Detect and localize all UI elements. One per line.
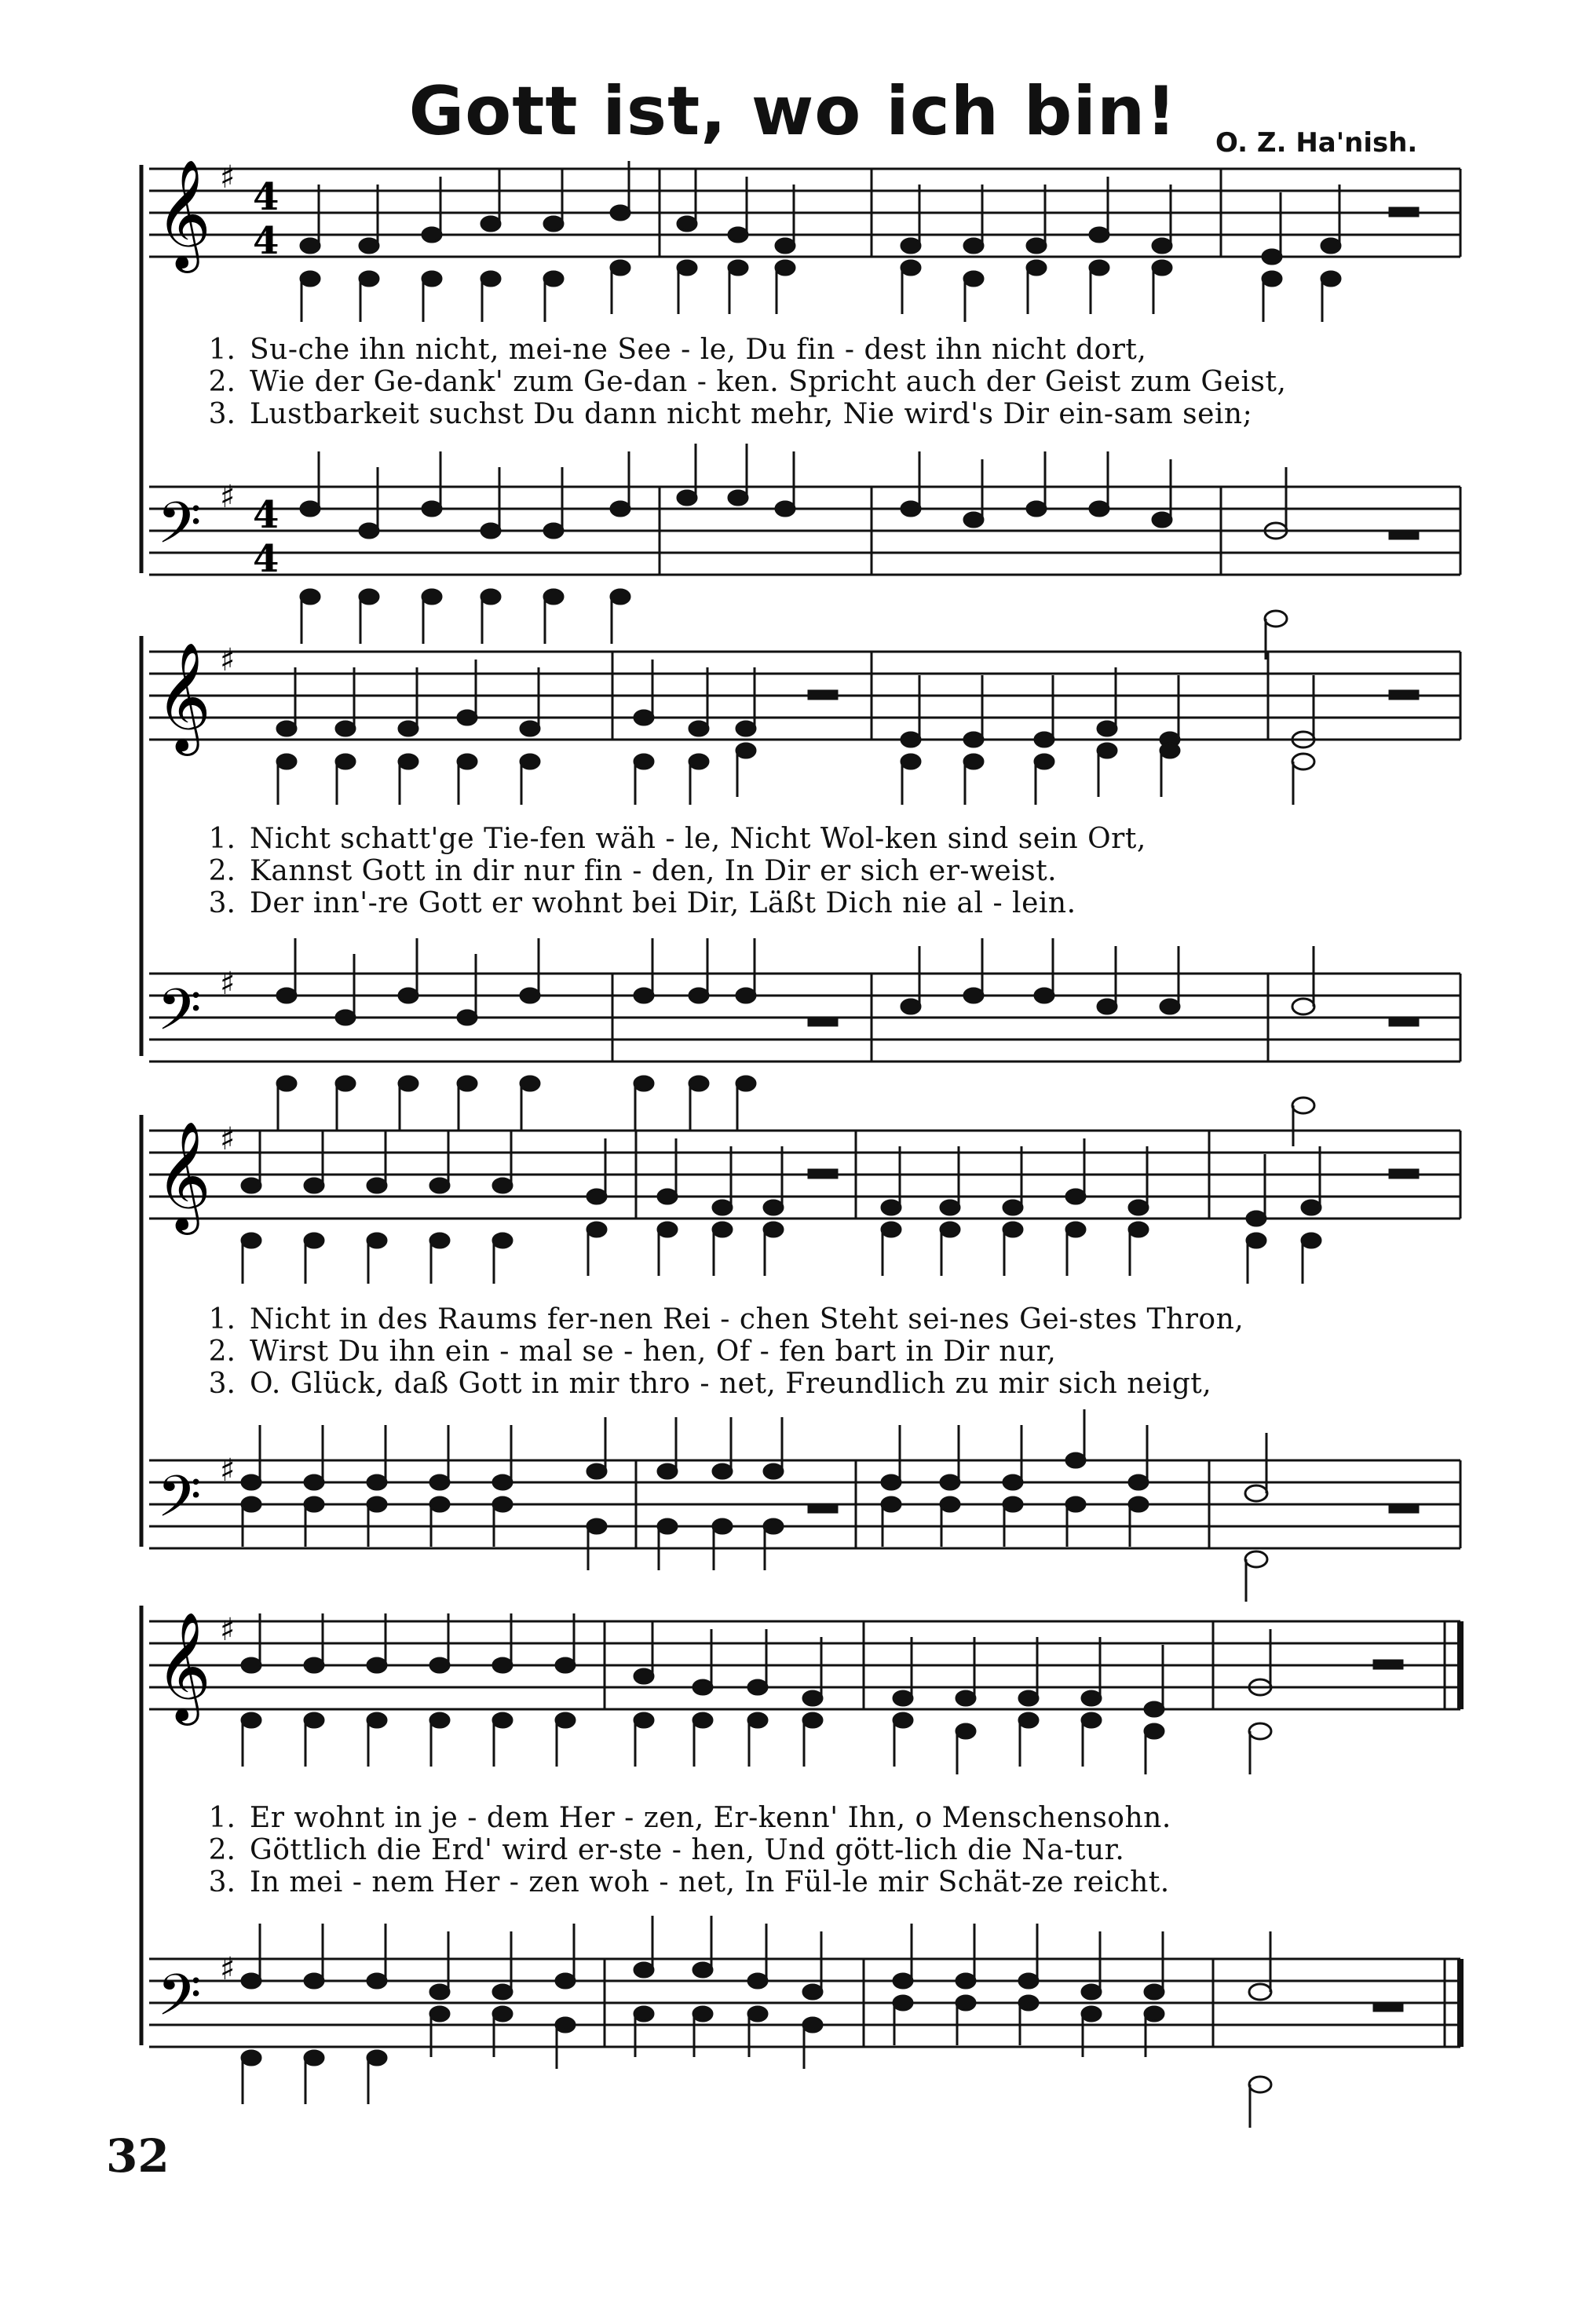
lyric-line: 2. Wie der Ge-dank' zum Ge-dan - ken. Spricht auch der Geist zum Geist, (208, 366, 1287, 398)
svg-text:𝄢: 𝄢 (157, 1961, 202, 2042)
svg-text:𝄞: 𝄞 (155, 1121, 211, 1230)
lyric-line: 2. Wirst Du ihn ein - mal se - hen, Of - fen bart in Dir nur, (208, 1336, 1057, 1368)
treble-staff (118, 636, 1468, 809)
lyric-line: 1. Er wohnt in je - dem Her - zen, Er-kenn' Ihn, o Menschensohn. (208, 1802, 1171, 1834)
lyrics-block (181, 1802, 1468, 1898)
svg-text:♯: ♯ (220, 1452, 236, 1489)
svg-text:♯: ♯ (220, 1121, 236, 1157)
bass-staff (118, 432, 1468, 667)
treble-staff (118, 153, 1468, 326)
svg-text:𝄢: 𝄢 (157, 489, 202, 570)
time-sig-bottom: 4 (253, 219, 280, 263)
lyric-line: 3. Der inn'-re Gott er wohnt bei Dir, Läßt Dich nie al - lein. (208, 887, 1076, 919)
svg-text:𝄢: 𝄢 (157, 976, 202, 1057)
lyric-line: 1. Nicht in des Raums fer-nen Rei - chen Steht sei-nes Gei-stes Thron, (208, 1303, 1244, 1336)
svg-text:♯: ♯ (220, 479, 236, 515)
svg-text:𝄢: 𝄢 (157, 1463, 202, 1544)
lyrics-block (181, 823, 1468, 919)
lyric-line: 2. Göttlich die Erd' wird er-ste - hen, Und gött-lich die Na-tur. (208, 1834, 1125, 1866)
lyric-line: 1. Su-che ihn nicht, mei-ne See - le, Du fin - dest ihn nicht dort, (208, 334, 1147, 366)
system-braces (118, 165, 149, 2175)
lyric-line: 2. Kannst Gott in dir nur fin - den, In Dir er sich er-weist. (208, 855, 1058, 887)
hymn-title: Gott ist, wo ich bin! (408, 72, 1178, 151)
treble-staff (118, 1115, 1468, 1288)
svg-text:♯: ♯ (220, 159, 236, 195)
svg-text:♯: ♯ (220, 642, 236, 678)
lyric-line: 3. O. Glück, daß Gott in mir thro - net, Freundlich zu mir sich neigt, (208, 1368, 1212, 1400)
svg-text:𝄞: 𝄞 (155, 642, 211, 751)
lyrics-block (181, 1303, 1468, 1400)
lyric-line: 3. In mei - nem Her - zen woh - net, In Fül-le mir Schät-ze reicht. (208, 1866, 1170, 1898)
bass-staff (118, 1904, 1468, 2139)
svg-text:𝄞: 𝄞 (155, 159, 211, 269)
lyrics-block (181, 334, 1468, 430)
svg-text:4: 4 (253, 537, 280, 581)
svg-text:4: 4 (253, 493, 280, 537)
page-number: 32 (106, 2129, 170, 2183)
lyric-line: 1. Nicht schatt'ge Tie-fen wäh - le, Nicht Wol-ken sind sein Ort, (208, 823, 1146, 855)
lyric-line: 3. Lustbarkeit suchst Du dann nicht mehr, Nie wird's Dir ein-sam sein; (208, 398, 1253, 430)
time-sig-top: 4 (253, 175, 280, 219)
composer-credit: O. Z. Ha'nish. (1215, 127, 1418, 159)
treble-staff (118, 1606, 1468, 1778)
svg-text:♯: ♯ (220, 1612, 236, 1648)
svg-text:♯: ♯ (220, 966, 236, 1002)
svg-text:♯: ♯ (220, 1951, 236, 1987)
svg-text:𝄞: 𝄞 (155, 1612, 211, 1721)
